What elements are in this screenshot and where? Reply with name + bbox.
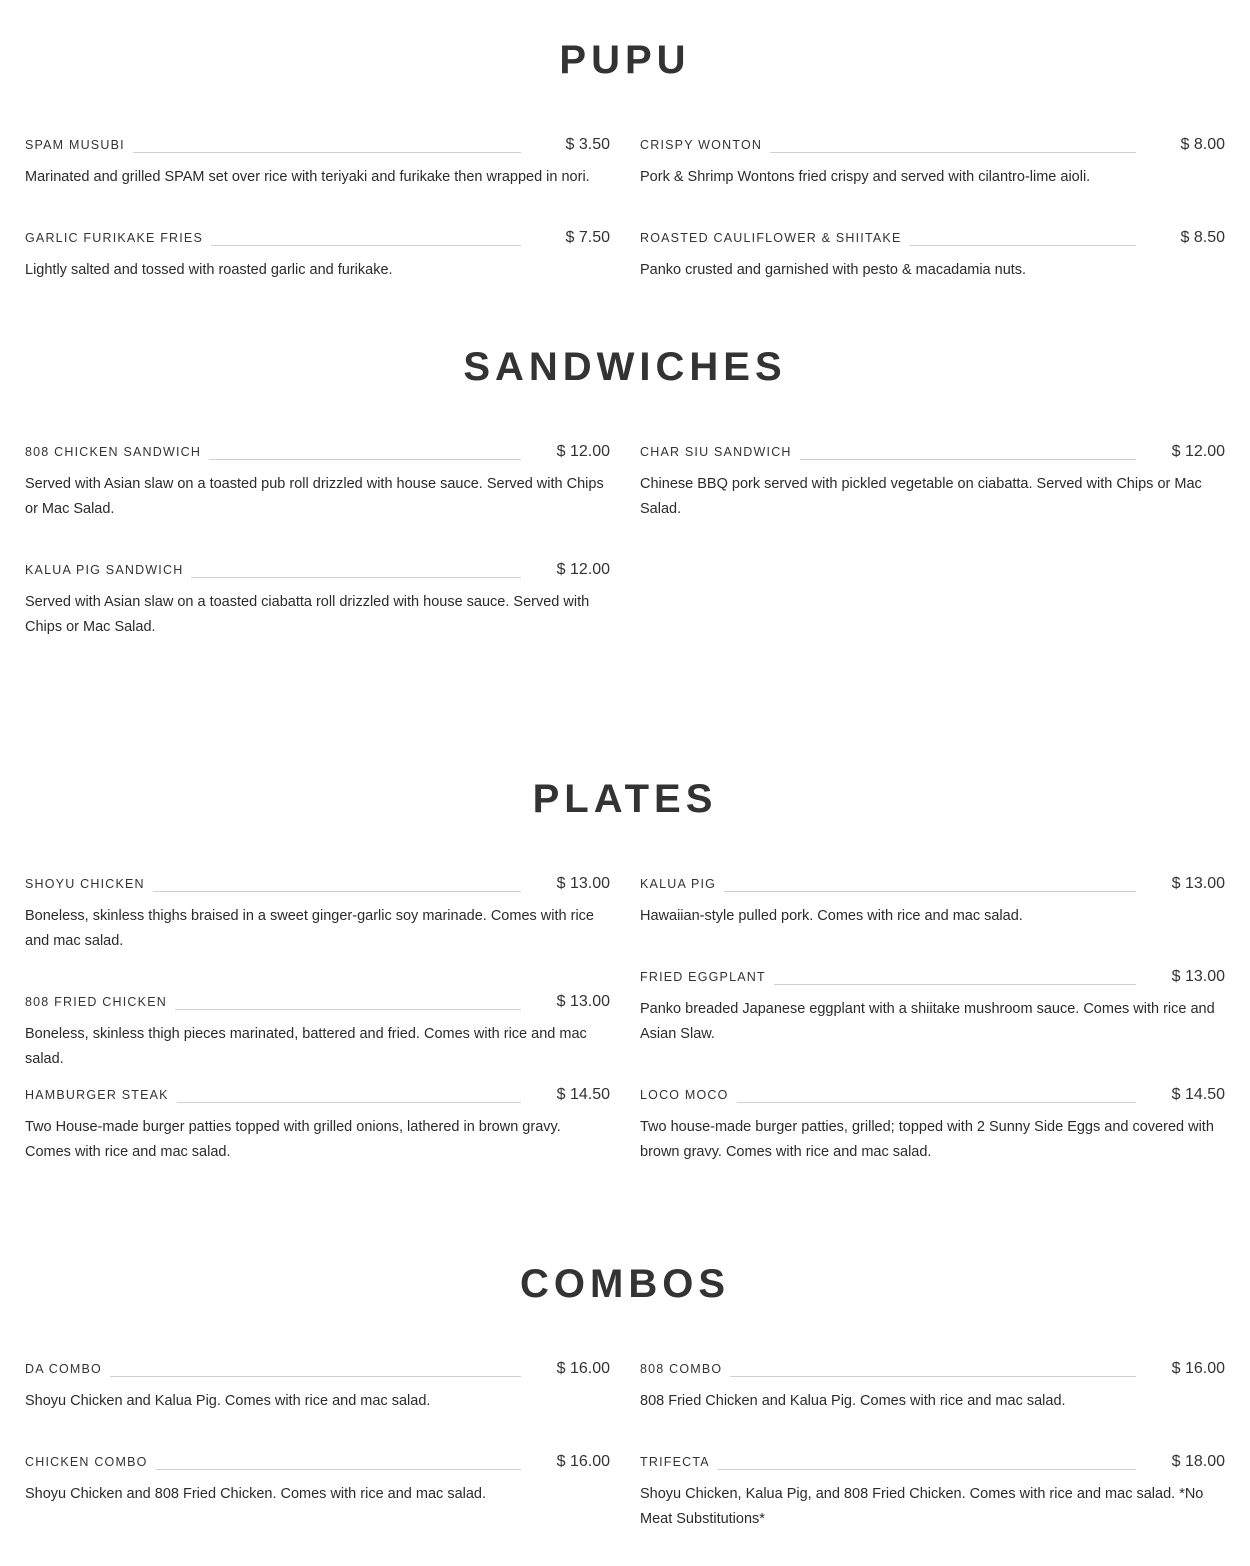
- item-price: $ 16.00: [1171, 1360, 1225, 1377]
- menu-item: [25, 558, 610, 640]
- leader-line: [910, 245, 1136, 246]
- menu-item: [640, 440, 1225, 522]
- item-name: 808 CHICKEN SANDWICH: [25, 445, 209, 459]
- leader-line: [730, 1376, 1136, 1377]
- menu-item: [25, 440, 610, 522]
- item-description: Boneless, skinless thigh pieces marinated, battered and fried. Comes with rice and mac salad.: [25, 1026, 587, 1067]
- item-description: Lightly salted and tossed with roasted garlic and furikake.: [25, 262, 393, 278]
- item-name: LOCO MOCO: [640, 1088, 737, 1102]
- menu-item: [25, 226, 610, 283]
- item-name: CRISPY WONTON: [640, 138, 770, 152]
- leader-line: [724, 891, 1136, 892]
- item-description: Served with Asian slaw on a toasted ciabatta roll drizzled with house sauce. Served with Chips or Mac Salad.: [25, 594, 590, 635]
- item-description: Pork & Shrimp Wontons fried crispy and served with cilantro-lime aioli.: [640, 169, 1091, 185]
- item-description: Panko breaded Japanese eggplant with a shiitake mushroom sauce. Comes with rice and Asian Slaw.: [640, 1001, 1215, 1042]
- item-name: HAMBURGER STEAK: [25, 1088, 177, 1102]
- item-price: $ 8.00: [1180, 136, 1225, 153]
- item-description: Served with Asian slaw on a toasted pub roll drizzled with house sauce. Served with Chips or Mac Salad.: [25, 476, 604, 517]
- item-name: ROASTED CAULIFLOWER & SHIITAKE: [640, 231, 910, 245]
- menu-item: [25, 1357, 610, 1414]
- item-price: $ 3.50: [565, 136, 610, 153]
- leader-line: [156, 1469, 521, 1470]
- item-description: Two House-made burger patties topped with grilled onions, lathered in brown gravy. Comes with rice and mac salad.: [25, 1119, 561, 1160]
- leader-line: [774, 984, 1136, 985]
- item-price: $ 14.50: [556, 1086, 610, 1103]
- item-description: Shoyu Chicken and 808 Fried Chicken. Comes with rice and mac salad.: [25, 1486, 487, 1502]
- menu-item: [25, 990, 610, 1072]
- leader-line: [718, 1469, 1136, 1470]
- item-name: CHAR SIU SANDWICH: [640, 445, 800, 459]
- item-description: Shoyu Chicken, Kalua Pig, and 808 Fried Chicken. Comes with rice and mac salad. *No Meat Substitutions*: [640, 1486, 1204, 1527]
- menu-item: [25, 133, 610, 190]
- item-price: $ 12.00: [556, 443, 610, 460]
- leader-line: [133, 152, 521, 153]
- item-description: Hawaiian-style pulled pork. Comes with rice and mac salad.: [640, 908, 1023, 924]
- leader-line: [177, 1102, 521, 1103]
- menu-item: [25, 872, 610, 954]
- leader-line: [770, 152, 1136, 153]
- section-title-sandwiches: SANDWICHES: [463, 345, 787, 389]
- leader-line: [800, 459, 1136, 460]
- item-price: $ 7.50: [565, 229, 610, 246]
- menu-item: [640, 1450, 1225, 1532]
- menu-item: [640, 965, 1225, 1047]
- item-name: GARLIC FURIKAKE FRIES: [25, 231, 211, 245]
- item-name: SHOYU CHICKEN: [25, 877, 153, 891]
- item-name: 808 FRIED CHICKEN: [25, 995, 175, 1009]
- item-name: DA COMBO: [25, 1362, 110, 1376]
- leader-line: [209, 459, 521, 460]
- item-name: 808 COMBO: [640, 1362, 730, 1376]
- section-title-pupu: PUPU: [559, 38, 691, 82]
- menu-item: [25, 1083, 610, 1165]
- item-description: Panko crusted and garnished with pesto & macadamia nuts.: [640, 262, 1027, 278]
- item-price: $ 13.00: [1171, 968, 1225, 985]
- leader-line: [191, 577, 521, 578]
- item-name: KALUA PIG: [640, 877, 724, 891]
- item-name: CHICKEN COMBO: [25, 1455, 156, 1469]
- menu-item: [640, 133, 1225, 190]
- item-price: $ 18.00: [1171, 1453, 1225, 1470]
- section-title-combos: COMBOS: [520, 1262, 730, 1306]
- item-price: $ 13.00: [1171, 875, 1225, 892]
- item-price: $ 12.00: [1171, 443, 1225, 460]
- leader-line: [737, 1102, 1136, 1103]
- menu-item: [25, 1450, 610, 1507]
- item-description: Marinated and grilled SPAM set over rice with teriyaki and furikake then wrapped in nori.: [25, 169, 590, 185]
- menu-item: [640, 1357, 1225, 1414]
- item-price: $ 8.50: [1180, 229, 1225, 246]
- item-price: $ 16.00: [556, 1453, 610, 1470]
- item-price: $ 12.00: [556, 561, 610, 578]
- item-price: $ 13.00: [556, 875, 610, 892]
- leader-line: [153, 891, 521, 892]
- item-price: $ 14.50: [1171, 1086, 1225, 1103]
- item-description: Shoyu Chicken and Kalua Pig. Comes with rice and mac salad.: [25, 1393, 431, 1409]
- leader-line: [110, 1376, 521, 1377]
- section-title-plates: PLATES: [532, 777, 718, 821]
- item-name: SPAM MUSUBI: [25, 138, 133, 152]
- item-description: 808 Fried Chicken and Kalua Pig. Comes with rice and mac salad.: [640, 1393, 1066, 1409]
- item-price: $ 16.00: [556, 1360, 610, 1377]
- item-name: TRIFECTA: [640, 1455, 718, 1469]
- item-price: $ 13.00: [556, 993, 610, 1010]
- item-description: Chinese BBQ pork served with pickled vegetable on ciabatta. Served with Chips or Mac Salad.: [640, 476, 1202, 517]
- menu-item: [640, 1083, 1225, 1165]
- leader-line: [175, 1009, 521, 1010]
- item-description: Boneless, skinless thighs braised in a sweet ginger-garlic soy marinade. Comes with rice and mac salad.: [25, 908, 594, 949]
- item-name: KALUA PIG SANDWICH: [25, 563, 191, 577]
- menu-item: [640, 226, 1225, 283]
- menu-item: [640, 872, 1225, 929]
- item-description: Two house-made burger patties, grilled; topped with 2 Sunny Side Eggs and covered with brown gravy. Comes with rice and mac salad.: [640, 1119, 1214, 1160]
- item-name: FRIED EGGPLANT: [640, 970, 774, 984]
- leader-line: [211, 245, 521, 246]
